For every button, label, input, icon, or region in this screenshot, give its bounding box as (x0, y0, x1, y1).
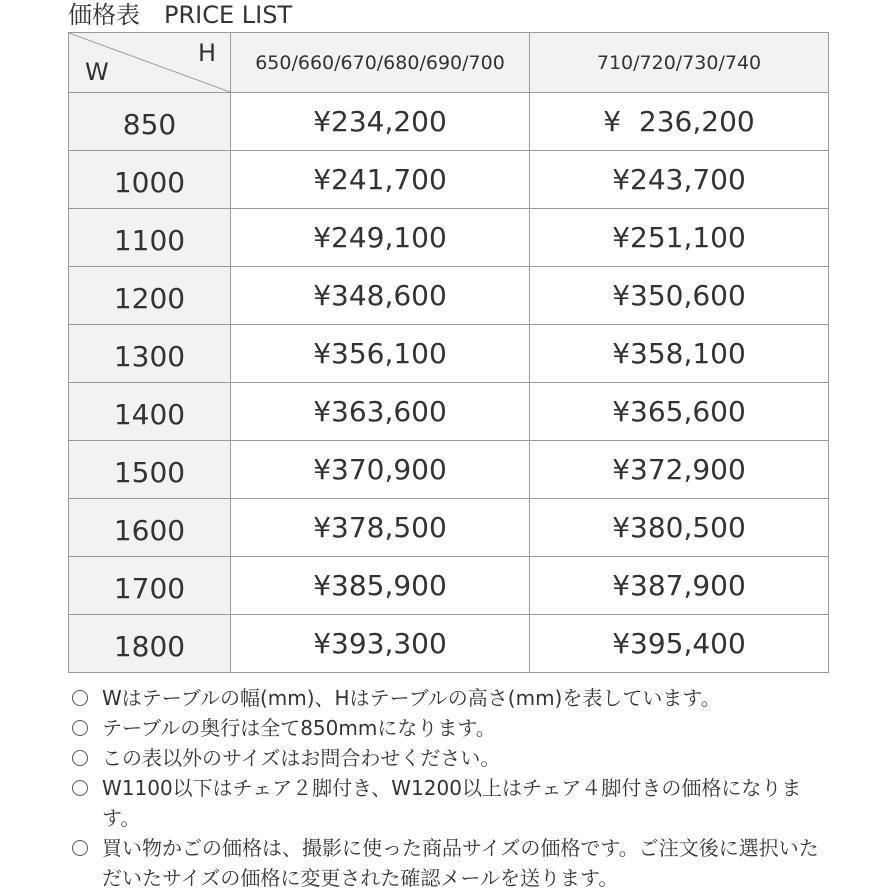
circle-bullet-icon (72, 750, 88, 766)
price-cell: ¥348,600 (231, 267, 530, 325)
price-cell: ¥395,400 (530, 615, 829, 673)
note-text: この表以外のサイズはお問合わせください。 (102, 746, 501, 770)
table-row (69, 499, 829, 557)
table-row (69, 267, 829, 325)
price-cell: ¥249,100 (231, 209, 530, 267)
price-cell: ¥243,700 (530, 151, 829, 209)
row-width-label: 1700 (69, 557, 231, 615)
corner-cell (69, 33, 231, 93)
price-cell: ¥234,200 (231, 93, 530, 151)
circle-bullet-icon (72, 690, 88, 706)
table-row (69, 441, 829, 499)
table-row (69, 93, 829, 151)
price-cell: ¥356,100 (231, 325, 530, 383)
table-row (69, 557, 829, 615)
table-row (69, 151, 829, 209)
price-cell: ¥385,900 (231, 557, 530, 615)
price-cell: ¥387,900 (530, 557, 829, 615)
price-cell: ¥363,600 (231, 383, 530, 441)
row-width-label: 850 (69, 93, 231, 151)
note-text: Wはテーブルの幅(mm)、Hはテーブルの高さ(mm)を表しています。 (102, 686, 721, 710)
circle-bullet-icon (72, 840, 88, 856)
price-cell: ¥380,500 (530, 499, 829, 557)
price-cell: ¥370,900 (231, 441, 530, 499)
table-row (69, 383, 829, 441)
price-table (68, 32, 829, 673)
price-cell: ¥350,600 (530, 267, 829, 325)
price-cell: ¥393,300 (231, 615, 530, 673)
price-cell: ¥372,900 (530, 441, 829, 499)
price-cell: ¥ 236,200 (530, 93, 829, 151)
height-axis-label: H (197, 39, 216, 67)
row-width-label: 1200 (69, 267, 231, 325)
circle-bullet-icon (72, 780, 88, 796)
note-item (72, 833, 832, 893)
row-width-label: 1300 (69, 325, 231, 383)
row-width-label: 1600 (69, 499, 231, 557)
row-width-label: 1100 (69, 209, 231, 267)
note-item (72, 743, 832, 773)
row-width-label: 1500 (69, 441, 231, 499)
width-axis-label: W (85, 58, 109, 86)
note-item (72, 713, 832, 743)
notes-list (72, 683, 832, 893)
price-cell: ¥241,700 (231, 151, 530, 209)
row-width-label: 1400 (69, 383, 231, 441)
price-cell: ¥378,500 (231, 499, 530, 557)
row-width-label: 1000 (69, 151, 231, 209)
table-header-row (69, 33, 829, 93)
note-item (72, 683, 832, 713)
price-cell: ¥365,600 (530, 383, 829, 441)
price-cell: ¥251,100 (530, 209, 829, 267)
note-text: 買い物かごの価格は、撮影に使った商品サイズの価格です。ご注文後に選択いただいたサイズの価格に変更された確認メールを送ります。 (102, 836, 819, 890)
note-item (72, 773, 832, 833)
row-width-label: 1800 (69, 615, 231, 673)
note-text: テーブルの奥行は全て850mmになります。 (102, 716, 496, 740)
table-row (69, 615, 829, 673)
page-title: 価格表 PRICE LIST (68, 1, 293, 29)
table-row (69, 209, 829, 267)
price-cell: ¥358,100 (530, 325, 829, 383)
column-header-height-group-2: 710/720/730/740 (530, 33, 829, 93)
table-row (69, 325, 829, 383)
note-text: W1100以下はチェア２脚付き、W1200以上はチェア４脚付きの価格になります。 (102, 776, 802, 830)
column-header-height-group-1: 650/660/670/680/690/700 (231, 33, 530, 93)
circle-bullet-icon (72, 720, 88, 736)
